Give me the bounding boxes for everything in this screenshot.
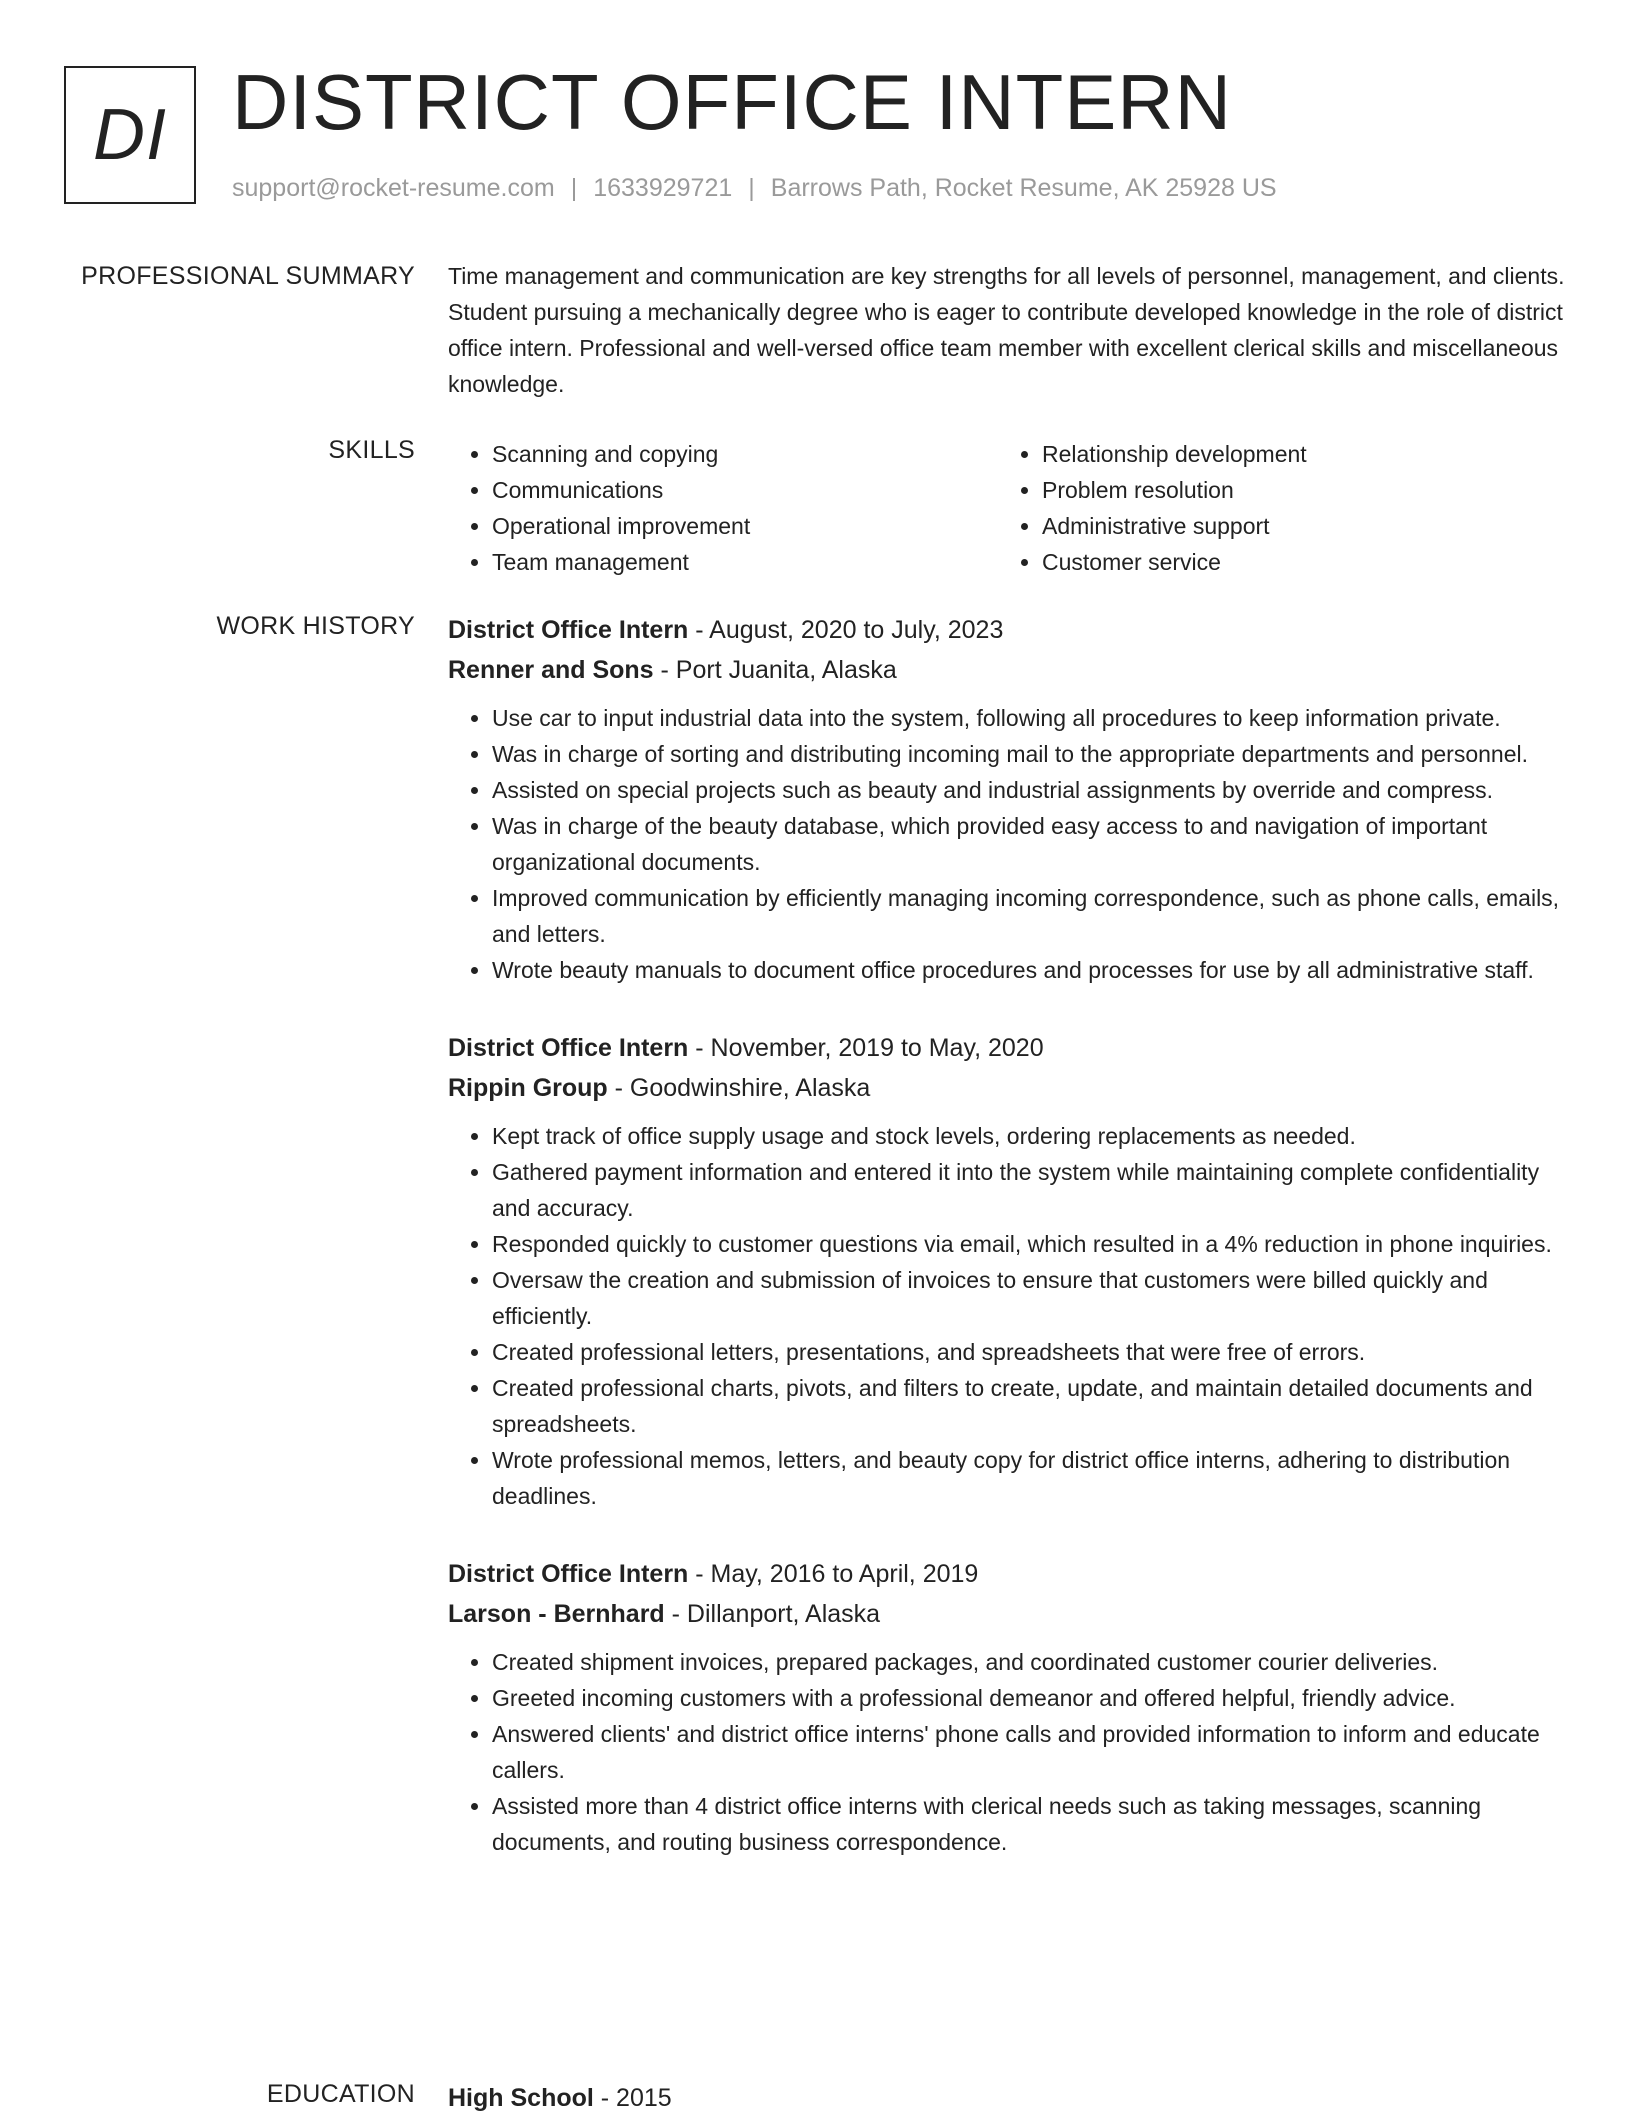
job-role-line xyxy=(448,1554,1568,1594)
job-bullets xyxy=(448,1644,1568,1860)
job-role-line xyxy=(448,1028,1568,1068)
skill-item: • Customer service xyxy=(1042,544,1548,580)
job-company: Rippin Group xyxy=(448,1074,608,1102)
job-bullet: • Created professional letters, presentations, and spreadsheets that were free of errors. xyxy=(492,1334,1568,1370)
skill-item: • Administrative support xyxy=(1042,508,1548,544)
job-role: District Office Intern xyxy=(448,616,689,644)
job-bullet: • Kept track of office supply usage and stock levels, ordering replacements as needed. xyxy=(492,1118,1568,1154)
work-history-heading: WORK HISTORY xyxy=(216,612,415,640)
job-company-line xyxy=(448,1594,1568,1634)
job-bullet: • Answered clients' and district office interns' phone calls and provided information to inform and educate callers. xyxy=(492,1716,1568,1788)
summary-body xyxy=(448,258,1568,402)
job-role-line xyxy=(448,610,1568,650)
job-entry xyxy=(448,610,1568,988)
job-bullet: • Assisted more than 4 district office interns with clerical needs such as taking messages, scanning documents, and routing business correspondence. xyxy=(492,1788,1568,1860)
job-bullets xyxy=(448,700,1568,988)
job-bullet: • Oversaw the creation and submission of invoices to ensure that customers were billed quickly and efficiently. xyxy=(492,1262,1568,1334)
contact-address: Barrows Path, Rocket Resume, AK 25928 US xyxy=(770,174,1277,202)
job-bullet: • Assisted on special projects such as beauty and industrial assignments by override and compress. xyxy=(492,772,1568,808)
skill-item: • Communications xyxy=(492,472,998,508)
job-bullet: • Was in charge of the beauty database, which provided easy access to and navigation of important organizational documents. xyxy=(492,808,1568,880)
education-year: - 2015 xyxy=(593,2084,672,2112)
job-bullet: • Gathered payment information and entered it into the system while maintaining complete confidentiality and accuracy. xyxy=(492,1154,1568,1226)
skill-item: • Scanning and copying xyxy=(492,436,998,472)
job-dates: - November, 2019 to May, 2020 xyxy=(688,1034,1044,1062)
work-history-body xyxy=(448,610,1568,1900)
skill-item: • Relationship development xyxy=(1042,436,1548,472)
job-company: Larson - Bernhard xyxy=(448,1600,665,1628)
job-location: - Port Juanita, Alaska xyxy=(653,656,897,684)
skill-item: • Problem resolution xyxy=(1042,472,1548,508)
job-bullet: • Wrote beauty manuals to document office procedures and processes for use by all administrative staff. xyxy=(492,952,1568,988)
job-entry xyxy=(448,1028,1568,1514)
skill-item: • Operational improvement xyxy=(492,508,998,544)
contact-separator: | xyxy=(748,174,755,202)
monogram-badge: DI xyxy=(64,66,196,204)
job-bullet: • Was in charge of sorting and distributing incoming mail to the appropriate departments and personnel. xyxy=(492,736,1568,772)
education-line xyxy=(448,2078,1568,2118)
contact-phone: 1633929721 xyxy=(593,174,733,202)
contact-line xyxy=(232,174,1277,203)
job-company-line xyxy=(448,1068,1568,1108)
job-role: District Office Intern xyxy=(448,1560,689,1588)
job-bullet: • Wrote professional memos, letters, and beauty copy for district office interns, adhering to distribution deadlines. xyxy=(492,1442,1568,1514)
contact-email: support@rocket-resume.com xyxy=(232,174,555,202)
contact-separator: | xyxy=(570,174,578,202)
summary-heading: PROFESSIONAL SUMMARY xyxy=(81,262,415,290)
job-company-line xyxy=(448,650,1568,690)
resume-header xyxy=(64,58,1568,214)
job-bullet: • Created shipment invoices, prepared packages, and coordinated customer courier deliveries. xyxy=(492,1644,1568,1680)
job-bullet: • Use car to input industrial data into the system, following all procedures to keep information private. xyxy=(492,700,1568,736)
education-body xyxy=(448,2078,1568,2118)
candidate-title: DISTRICT OFFICE INTERN xyxy=(232,58,1232,146)
job-location: - Goodwinshire, Alaska xyxy=(607,1074,871,1102)
job-bullet: • Created professional charts, pivots, and filters to create, update, and maintain detailed documents and spreadsheets. xyxy=(492,1370,1568,1442)
job-bullet: • Improved communication by efficiently managing incoming correspondence, such as phone calls, emails, and letters. xyxy=(492,880,1568,952)
job-company: Renner and Sons xyxy=(448,656,654,684)
education-degree: High School xyxy=(448,2084,594,2112)
job-dates: - August, 2020 to July, 2023 xyxy=(688,616,1004,644)
job-entry xyxy=(448,1554,1568,1860)
job-dates: - May, 2016 to April, 2019 xyxy=(688,1560,979,1588)
skills-list xyxy=(448,436,1568,580)
job-bullets xyxy=(448,1118,1568,1514)
education-heading: EDUCATION xyxy=(266,2080,415,2108)
job-location: - Dillanport, Alaska xyxy=(664,1600,881,1628)
skills-column-right xyxy=(998,436,1548,580)
skills-column-left xyxy=(448,436,998,580)
job-bullet: • Responded quickly to customer questions via email, which resulted in a 4% reduction in phone inquiries. xyxy=(492,1226,1568,1262)
job-role: District Office Intern xyxy=(448,1034,689,1062)
skill-item: • Team management xyxy=(492,544,998,580)
summary-text: Time management and communication are key strengths for all levels of personnel, management, and clients. Student pursuing a mechanically degree who is eager to contribute developed knowledge in the role of district office intern. Professional and well-versed office team member with excellent clerical skills and miscellaneous knowledge. xyxy=(448,263,1565,397)
skills-heading: SKILLS xyxy=(328,436,415,464)
job-bullet: • Greeted incoming customers with a professional demeanor and offered helpful, friendly advice. xyxy=(492,1680,1568,1716)
